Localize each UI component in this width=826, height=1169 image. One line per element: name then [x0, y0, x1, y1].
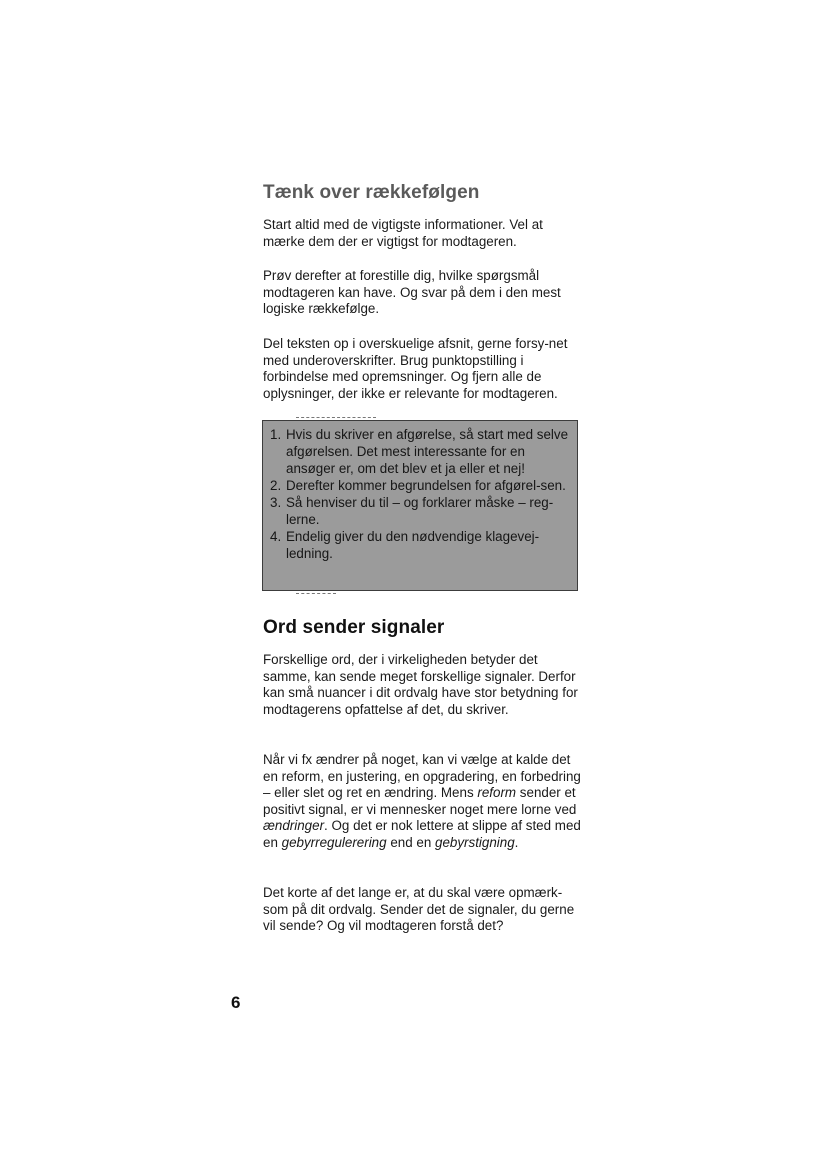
text-run: Når vi fx ændrer på noget, kan vi vælge at kalde det en reform, en justering, en opgradering, en forbedring – eller slet og ret en ændring. Mens — [263, 752, 581, 801]
section-heading-signals: Ord sender signaler — [263, 617, 445, 638]
list-number: 1. — [270, 427, 282, 442]
paragraph: Prøv derefter at forestille dig, hvilke spørgsmål modtageren kan have. Og svar på dem i den mest logiske rækkefølge. — [263, 268, 561, 317]
paragraph: Det korte af det lange er, at du skal være opmærk-som på dit ordvalg. Sender det de signaler, du gerne vil sende? Og vil modtageren forstå det? — [263, 885, 575, 934]
list-text: Hvis du skriver en afgørelse, så start med selve afgørelsen. Det mest interessante for en ansøger er, om det blev et ja eller et nej! — [286, 427, 569, 476]
list-item — [270, 494, 569, 528]
numbered-list-box — [262, 420, 578, 591]
numbered-list — [263, 421, 577, 562]
divider — [296, 417, 376, 418]
list-item — [270, 528, 569, 562]
paragraph: Forskellige ord, der i virkeligheden betyder det samme, kan sende meget forskellige signaler. Derfor kan små nuancer i dit ordvalg have stor betydning for modtagerens opfattelse af det, du skriver. — [263, 652, 578, 717]
list-number: 4. — [270, 529, 282, 544]
list-item — [270, 477, 569, 494]
paragraph: Start altid med de vigtigste informationer. Vel at mærke dem der er vigtigst for modtageren. — [263, 217, 543, 249]
paragraph — [263, 752, 581, 852]
page-number: 6 — [231, 993, 241, 1012]
emphasis: gebyrregulerering — [281, 834, 387, 850]
list-text: Så henviser du til – og forklarer måske – reg-lerne. — [286, 495, 554, 527]
list-text: Endelig giver du den nødvendige klagevej-ledning. — [286, 529, 540, 561]
text-run: end en — [386, 834, 435, 850]
list-text: Derefter kommer begrundelsen for afgørel-sen. — [286, 478, 566, 493]
text-run: . — [514, 834, 519, 850]
list-number: 3. — [270, 495, 282, 510]
list-item — [270, 426, 569, 477]
emphasis: ændringer — [263, 818, 325, 834]
text-run: . Og det er nok lettere at slippe af sted med en — [263, 818, 581, 850]
text-run: sender et positivt signal, er vi mennesker noget mere lorne ved — [263, 785, 577, 817]
divider — [296, 593, 336, 594]
paragraph: Del teksten op i overskuelige afsnit, gerne forsy-net med underoverskrifter. Brug punktopstilling i forbindelse med opremsninger. Og fjern alle de oplysninger, der ikke er relevante for modtageren. — [263, 336, 568, 401]
list-number: 2. — [270, 478, 282, 493]
section-heading-order: Tænk over rækkefølgen — [263, 182, 480, 203]
emphasis: reform — [477, 785, 517, 801]
emphasis: gebyrstigning — [435, 834, 515, 850]
